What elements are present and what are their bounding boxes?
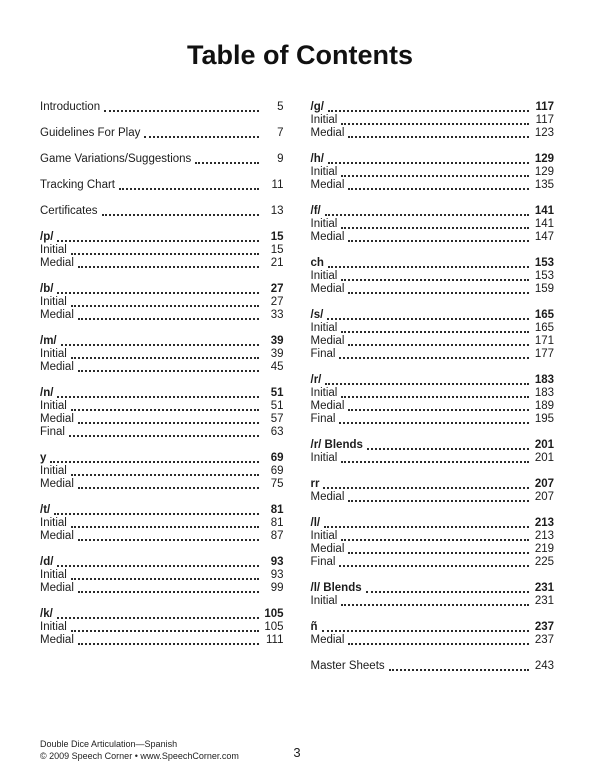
- entry-label: /l/ Blends: [310, 582, 362, 594]
- toc-subentry: [311, 179, 555, 192]
- dotted-leader: [142, 127, 260, 140]
- dotted-leader: [339, 218, 531, 231]
- dotted-leader: [326, 153, 531, 166]
- toc-subentry: [40, 621, 284, 634]
- toc-entry-block: [40, 179, 284, 192]
- toc-section-header: [40, 504, 284, 517]
- entry-label: /t/: [40, 504, 51, 516]
- entry-label: Game Variations/Suggestions: [40, 153, 192, 165]
- toc-section-header: [311, 478, 555, 491]
- toc-section: [40, 335, 284, 374]
- entry-page-number: 135: [534, 179, 554, 191]
- toc-subentry: [311, 530, 555, 543]
- entry-label: Initial: [40, 621, 67, 633]
- entry-page-number: 63: [270, 426, 284, 438]
- toc-column-left: [40, 101, 284, 686]
- toc-section-header: [40, 231, 284, 244]
- dotted-leader: [69, 465, 261, 478]
- toc-section-header: [311, 517, 555, 530]
- toc-section-header: [311, 374, 555, 387]
- dotted-leader: [339, 166, 531, 179]
- entry-label: Medial: [310, 283, 345, 295]
- dotted-leader: [69, 244, 261, 257]
- toc-section: [311, 101, 555, 140]
- entry-label: Initial: [40, 244, 67, 256]
- entry-label: Final: [310, 556, 336, 568]
- toc-subentry: [311, 166, 555, 179]
- entry-label: ch: [310, 257, 324, 269]
- entry-label: Medial: [310, 231, 345, 243]
- entry-page-number: 9: [277, 153, 284, 165]
- toc-section: [40, 452, 284, 491]
- toc-entry: [40, 153, 284, 166]
- dotted-leader: [55, 387, 260, 400]
- entry-page-number: 225: [534, 556, 554, 568]
- toc-section-header: [311, 257, 555, 270]
- dotted-leader: [337, 556, 531, 569]
- entry-page-number: 129: [534, 153, 554, 165]
- dotted-leader: [59, 335, 261, 348]
- dotted-leader: [76, 634, 261, 647]
- toc-entry: [40, 101, 284, 114]
- entry-page-number: 39: [270, 348, 284, 360]
- dotted-leader: [320, 621, 531, 634]
- entry-label: /d/: [40, 556, 54, 568]
- entry-page-number: 13: [270, 205, 284, 217]
- toc-section: [311, 205, 555, 244]
- entry-page-number: 93: [270, 569, 284, 581]
- toc-section-header: [40, 387, 284, 400]
- entry-label: Initial: [40, 465, 67, 477]
- entry-page-number: 231: [534, 595, 554, 607]
- toc-subentry: [311, 231, 555, 244]
- entry-label: Medial: [310, 634, 345, 646]
- entry-label: /g/: [310, 101, 324, 113]
- entry-label: Medial: [310, 400, 345, 412]
- dotted-leader: [337, 348, 531, 361]
- entry-page-number: 141: [534, 218, 554, 230]
- toc-section-header: [40, 556, 284, 569]
- dotted-leader: [67, 426, 261, 439]
- dotted-leader: [69, 517, 261, 530]
- entry-page-number: 141: [534, 205, 554, 217]
- entry-label: Final: [40, 426, 65, 438]
- entry-label: Introduction: [40, 101, 101, 113]
- toc-subentry: [40, 426, 284, 439]
- entry-page-number: 237: [534, 621, 554, 633]
- toc-subentry: [40, 257, 284, 270]
- entry-page-number: 81: [270, 517, 284, 529]
- entry-page-number: 111: [266, 634, 284, 646]
- dotted-leader: [326, 257, 531, 270]
- entry-page-number: 195: [534, 413, 554, 425]
- page-title: Table of Contents: [187, 40, 413, 70]
- entry-page-number: 189: [534, 400, 554, 412]
- dotted-leader: [100, 205, 261, 218]
- toc-section: [311, 309, 555, 361]
- entry-label: Medial: [40, 413, 74, 425]
- toc-entry-block: [311, 660, 555, 673]
- entry-page-number: 183: [534, 374, 554, 386]
- toc-subentry: [40, 413, 284, 426]
- entry-label: Initial: [40, 400, 67, 412]
- entry-label: Initial: [310, 166, 338, 178]
- entry-page-number: 51: [270, 400, 284, 412]
- dotted-leader: [339, 114, 531, 127]
- dotted-leader: [76, 478, 261, 491]
- dotted-leader: [55, 556, 260, 569]
- dotted-leader: [76, 582, 261, 595]
- dotted-leader: [387, 660, 531, 673]
- entry-label: Medial: [40, 257, 74, 269]
- page-footer: [40, 739, 554, 763]
- entry-page-number: 207: [534, 491, 554, 503]
- toc-entry-block: [40, 205, 284, 218]
- entry-label: Initial: [310, 452, 338, 464]
- toc-entry: [40, 127, 284, 140]
- dotted-leader: [322, 517, 531, 530]
- entry-label: Tracking Chart: [40, 179, 115, 191]
- toc-entry: [311, 660, 555, 673]
- entry-label: /s/: [310, 309, 324, 321]
- entry-label: Certificates: [40, 205, 98, 217]
- entry-label: /b/: [40, 283, 54, 295]
- entry-label: rr: [310, 478, 320, 490]
- dotted-leader: [346, 543, 531, 556]
- toc-section-header: [311, 439, 555, 452]
- dotted-leader: [323, 205, 531, 218]
- dotted-leader: [337, 413, 531, 426]
- entry-label: Initial: [310, 322, 338, 334]
- entry-label: /f/: [310, 205, 321, 217]
- dotted-leader: [69, 296, 261, 309]
- toc-section: [311, 621, 555, 647]
- entry-label: Medial: [40, 530, 74, 542]
- toc-subentry: [311, 270, 555, 283]
- toc-entry: [40, 179, 284, 192]
- toc-subentry: [311, 218, 555, 231]
- entry-page-number: 213: [534, 517, 554, 529]
- entry-label: /r/ Blends: [310, 439, 363, 451]
- entry-page-number: 183: [534, 387, 554, 399]
- toc-section-header: [40, 335, 284, 348]
- toc-section-header: [311, 582, 555, 595]
- entry-label: Medial: [310, 491, 345, 503]
- entry-label: Master Sheets: [310, 660, 385, 672]
- entry-page-number: 159: [534, 283, 554, 295]
- entry-label: /m/: [40, 335, 57, 347]
- entry-label: ñ: [310, 621, 318, 633]
- entry-page-number: 207: [534, 478, 554, 490]
- dotted-leader: [326, 101, 531, 114]
- entry-page-number: 147: [534, 231, 554, 243]
- entry-page-number: 51: [270, 387, 284, 399]
- dotted-leader: [364, 582, 531, 595]
- footer-copyright: © 2009 Speech Corner • www.SpeechCorner.com: [40, 750, 239, 761]
- entry-label: Guidelines For Play: [40, 127, 141, 139]
- entry-label: Initial: [40, 296, 67, 308]
- toc-section-header: [311, 205, 555, 218]
- dotted-leader: [55, 608, 261, 621]
- toc-subentry: [40, 530, 284, 543]
- entry-page-number: 129: [534, 166, 554, 178]
- dotted-leader: [76, 530, 261, 543]
- entry-page-number: 33: [270, 309, 284, 321]
- entry-page-number: 237: [534, 634, 554, 646]
- entry-label: Final: [310, 413, 336, 425]
- entry-page-number: 105: [264, 621, 284, 633]
- dotted-leader: [346, 231, 531, 244]
- entry-page-number: 165: [534, 309, 554, 321]
- toc-subentry: [311, 348, 555, 361]
- entry-label: y: [40, 452, 47, 464]
- entry-page-number: 11: [271, 179, 284, 191]
- toc-section: [40, 608, 284, 647]
- entry-page-number: 69: [270, 452, 284, 464]
- entry-page-number: 27: [270, 283, 284, 295]
- entry-label: Initial: [40, 517, 67, 529]
- dotted-leader: [76, 361, 261, 374]
- entry-page-number: 105: [264, 608, 284, 620]
- toc-subentry: [311, 335, 555, 348]
- entry-page-number: 69: [270, 465, 284, 477]
- toc-subentry: [311, 556, 555, 569]
- toc-subentry: [40, 361, 284, 374]
- toc-section: [311, 439, 555, 465]
- toc-section: [311, 153, 555, 192]
- entry-page-number: 57: [270, 413, 284, 425]
- dotted-leader: [69, 621, 261, 634]
- entry-label: Medial: [40, 634, 74, 646]
- dotted-leader: [76, 309, 261, 322]
- entry-label: Initial: [40, 348, 67, 360]
- toc-section-header: [311, 101, 555, 114]
- toc-section-header: [311, 309, 555, 322]
- entry-label: /p/: [40, 231, 54, 243]
- toc-subentry: [311, 114, 555, 127]
- dotted-leader: [102, 101, 260, 114]
- toc-section: [40, 231, 284, 270]
- toc-subentry: [311, 413, 555, 426]
- entry-label: Initial: [310, 387, 338, 399]
- dotted-leader: [346, 491, 531, 504]
- toc-section: [311, 517, 555, 569]
- dotted-leader: [321, 478, 531, 491]
- toc-section: [311, 478, 555, 504]
- toc-subentry: [40, 296, 284, 309]
- toc-subentry: [311, 283, 555, 296]
- entry-page-number: 39: [270, 335, 284, 347]
- dotted-leader: [48, 452, 260, 465]
- toc-entry-block: [40, 101, 284, 114]
- toc-subentry: [40, 517, 284, 530]
- toc-subentry: [40, 465, 284, 478]
- entry-page-number: 219: [534, 543, 554, 555]
- entry-label: /k/: [40, 608, 53, 620]
- entry-label: Medial: [40, 361, 74, 373]
- dotted-leader: [325, 309, 531, 322]
- dotted-leader: [69, 348, 261, 361]
- toc-subentry: [40, 569, 284, 582]
- footer-book-title: Double Dice Articulation—Spanish: [40, 739, 178, 749]
- dotted-leader: [339, 322, 531, 335]
- toc-subentry: [40, 634, 284, 647]
- dotted-leader: [339, 452, 531, 465]
- entry-page-number: 99: [270, 582, 284, 594]
- entry-label: Initial: [310, 530, 338, 542]
- entry-page-number: 81: [270, 504, 284, 516]
- toc-entry-block: [40, 127, 284, 140]
- entry-page-number: 93: [270, 556, 284, 568]
- dotted-leader: [346, 400, 531, 413]
- toc-subentry: [311, 400, 555, 413]
- toc-section-header: [40, 452, 284, 465]
- entry-page-number: 27: [270, 296, 284, 308]
- entry-page-number: 117: [535, 101, 554, 113]
- toc-subentry: [311, 491, 555, 504]
- toc-subentry: [40, 478, 284, 491]
- entry-label: Initial: [310, 218, 338, 230]
- entry-label: Medial: [40, 478, 74, 490]
- entry-page-number: 231: [534, 582, 554, 594]
- entry-label: Initial: [40, 569, 67, 581]
- dotted-leader: [346, 634, 531, 647]
- toc-subentry: [40, 582, 284, 595]
- dotted-leader: [339, 530, 531, 543]
- dotted-leader: [339, 270, 531, 283]
- entry-label: Medial: [310, 179, 345, 191]
- toc-section: [40, 504, 284, 543]
- entry-label: Final: [310, 348, 336, 360]
- entry-page-number: 123: [534, 127, 554, 139]
- toc-section: [311, 257, 555, 296]
- entry-page-number: 165: [534, 322, 554, 334]
- entry-label: Medial: [40, 309, 74, 321]
- dotted-leader: [69, 569, 261, 582]
- toc-subentry: [40, 400, 284, 413]
- toc-subentry: [311, 452, 555, 465]
- entry-page-number: 45: [270, 361, 284, 373]
- toc-section-header: [40, 608, 284, 621]
- entry-page-number: 117: [535, 114, 554, 126]
- toc-section-header: [311, 621, 555, 634]
- dotted-leader: [365, 439, 531, 452]
- entry-label: Medial: [310, 127, 345, 139]
- entry-label: Initial: [310, 114, 338, 126]
- dotted-leader: [346, 283, 531, 296]
- toc-section-header: [311, 153, 555, 166]
- dotted-leader: [76, 413, 261, 426]
- entry-label: Medial: [40, 582, 74, 594]
- toc-section: [311, 374, 555, 426]
- dotted-leader: [346, 335, 531, 348]
- dotted-leader: [339, 595, 531, 608]
- toc-entry: [40, 205, 284, 218]
- entry-label: /l/: [310, 517, 321, 529]
- dotted-leader: [55, 231, 260, 244]
- dotted-leader: [346, 179, 531, 192]
- entry-page-number: 87: [270, 530, 284, 542]
- dotted-leader: [76, 257, 261, 270]
- toc-section: [40, 283, 284, 322]
- entry-page-number: 213: [534, 530, 554, 542]
- entry-page-number: 7: [277, 127, 284, 139]
- toc-subentry: [311, 322, 555, 335]
- entry-label: Initial: [310, 270, 338, 282]
- toc-subentry: [311, 387, 555, 400]
- dotted-leader: [193, 153, 260, 166]
- dotted-leader: [117, 179, 261, 192]
- entry-page-number: 15: [270, 244, 284, 256]
- toc-subentry: [40, 348, 284, 361]
- entry-page-number: 15: [270, 231, 284, 243]
- toc-subentry: [311, 634, 555, 647]
- entry-label: /n/: [40, 387, 54, 399]
- entry-page-number: 75: [270, 478, 284, 490]
- entry-label: Medial: [310, 543, 345, 555]
- entry-page-number: 171: [534, 335, 554, 347]
- toc-subentry: [40, 244, 284, 257]
- entry-page-number: 21: [270, 257, 284, 269]
- toc-section-header: [40, 283, 284, 296]
- entry-label: /r/: [310, 374, 322, 386]
- toc-section: [311, 582, 555, 608]
- toc-section: [40, 387, 284, 439]
- toc-section: [40, 556, 284, 595]
- toc-column-right: [311, 101, 555, 686]
- toc-subentry: [311, 543, 555, 556]
- dotted-leader: [69, 400, 261, 413]
- entry-label: /h/: [310, 153, 324, 165]
- entry-page-number: 153: [534, 270, 554, 282]
- dotted-leader: [323, 374, 531, 387]
- dotted-leader: [55, 283, 260, 296]
- toc-subentry: [311, 127, 555, 140]
- entry-page-number: 153: [534, 257, 554, 269]
- toc-entry-block: [40, 153, 284, 166]
- entry-page-number: 201: [534, 452, 554, 464]
- entry-page-number: 177: [534, 348, 554, 360]
- toc-subentry: [311, 595, 555, 608]
- toc-subentry: [40, 309, 284, 322]
- dotted-leader: [346, 127, 531, 140]
- entry-label: Initial: [310, 595, 338, 607]
- toc-columns: [40, 101, 554, 686]
- dotted-leader: [52, 504, 260, 517]
- entry-page-number: 201: [534, 439, 554, 451]
- entry-page-number: 243: [534, 660, 554, 672]
- entry-page-number: 5: [277, 101, 284, 113]
- dotted-leader: [339, 387, 531, 400]
- entry-label: Medial: [310, 335, 345, 347]
- page-number: 3: [293, 745, 301, 760]
